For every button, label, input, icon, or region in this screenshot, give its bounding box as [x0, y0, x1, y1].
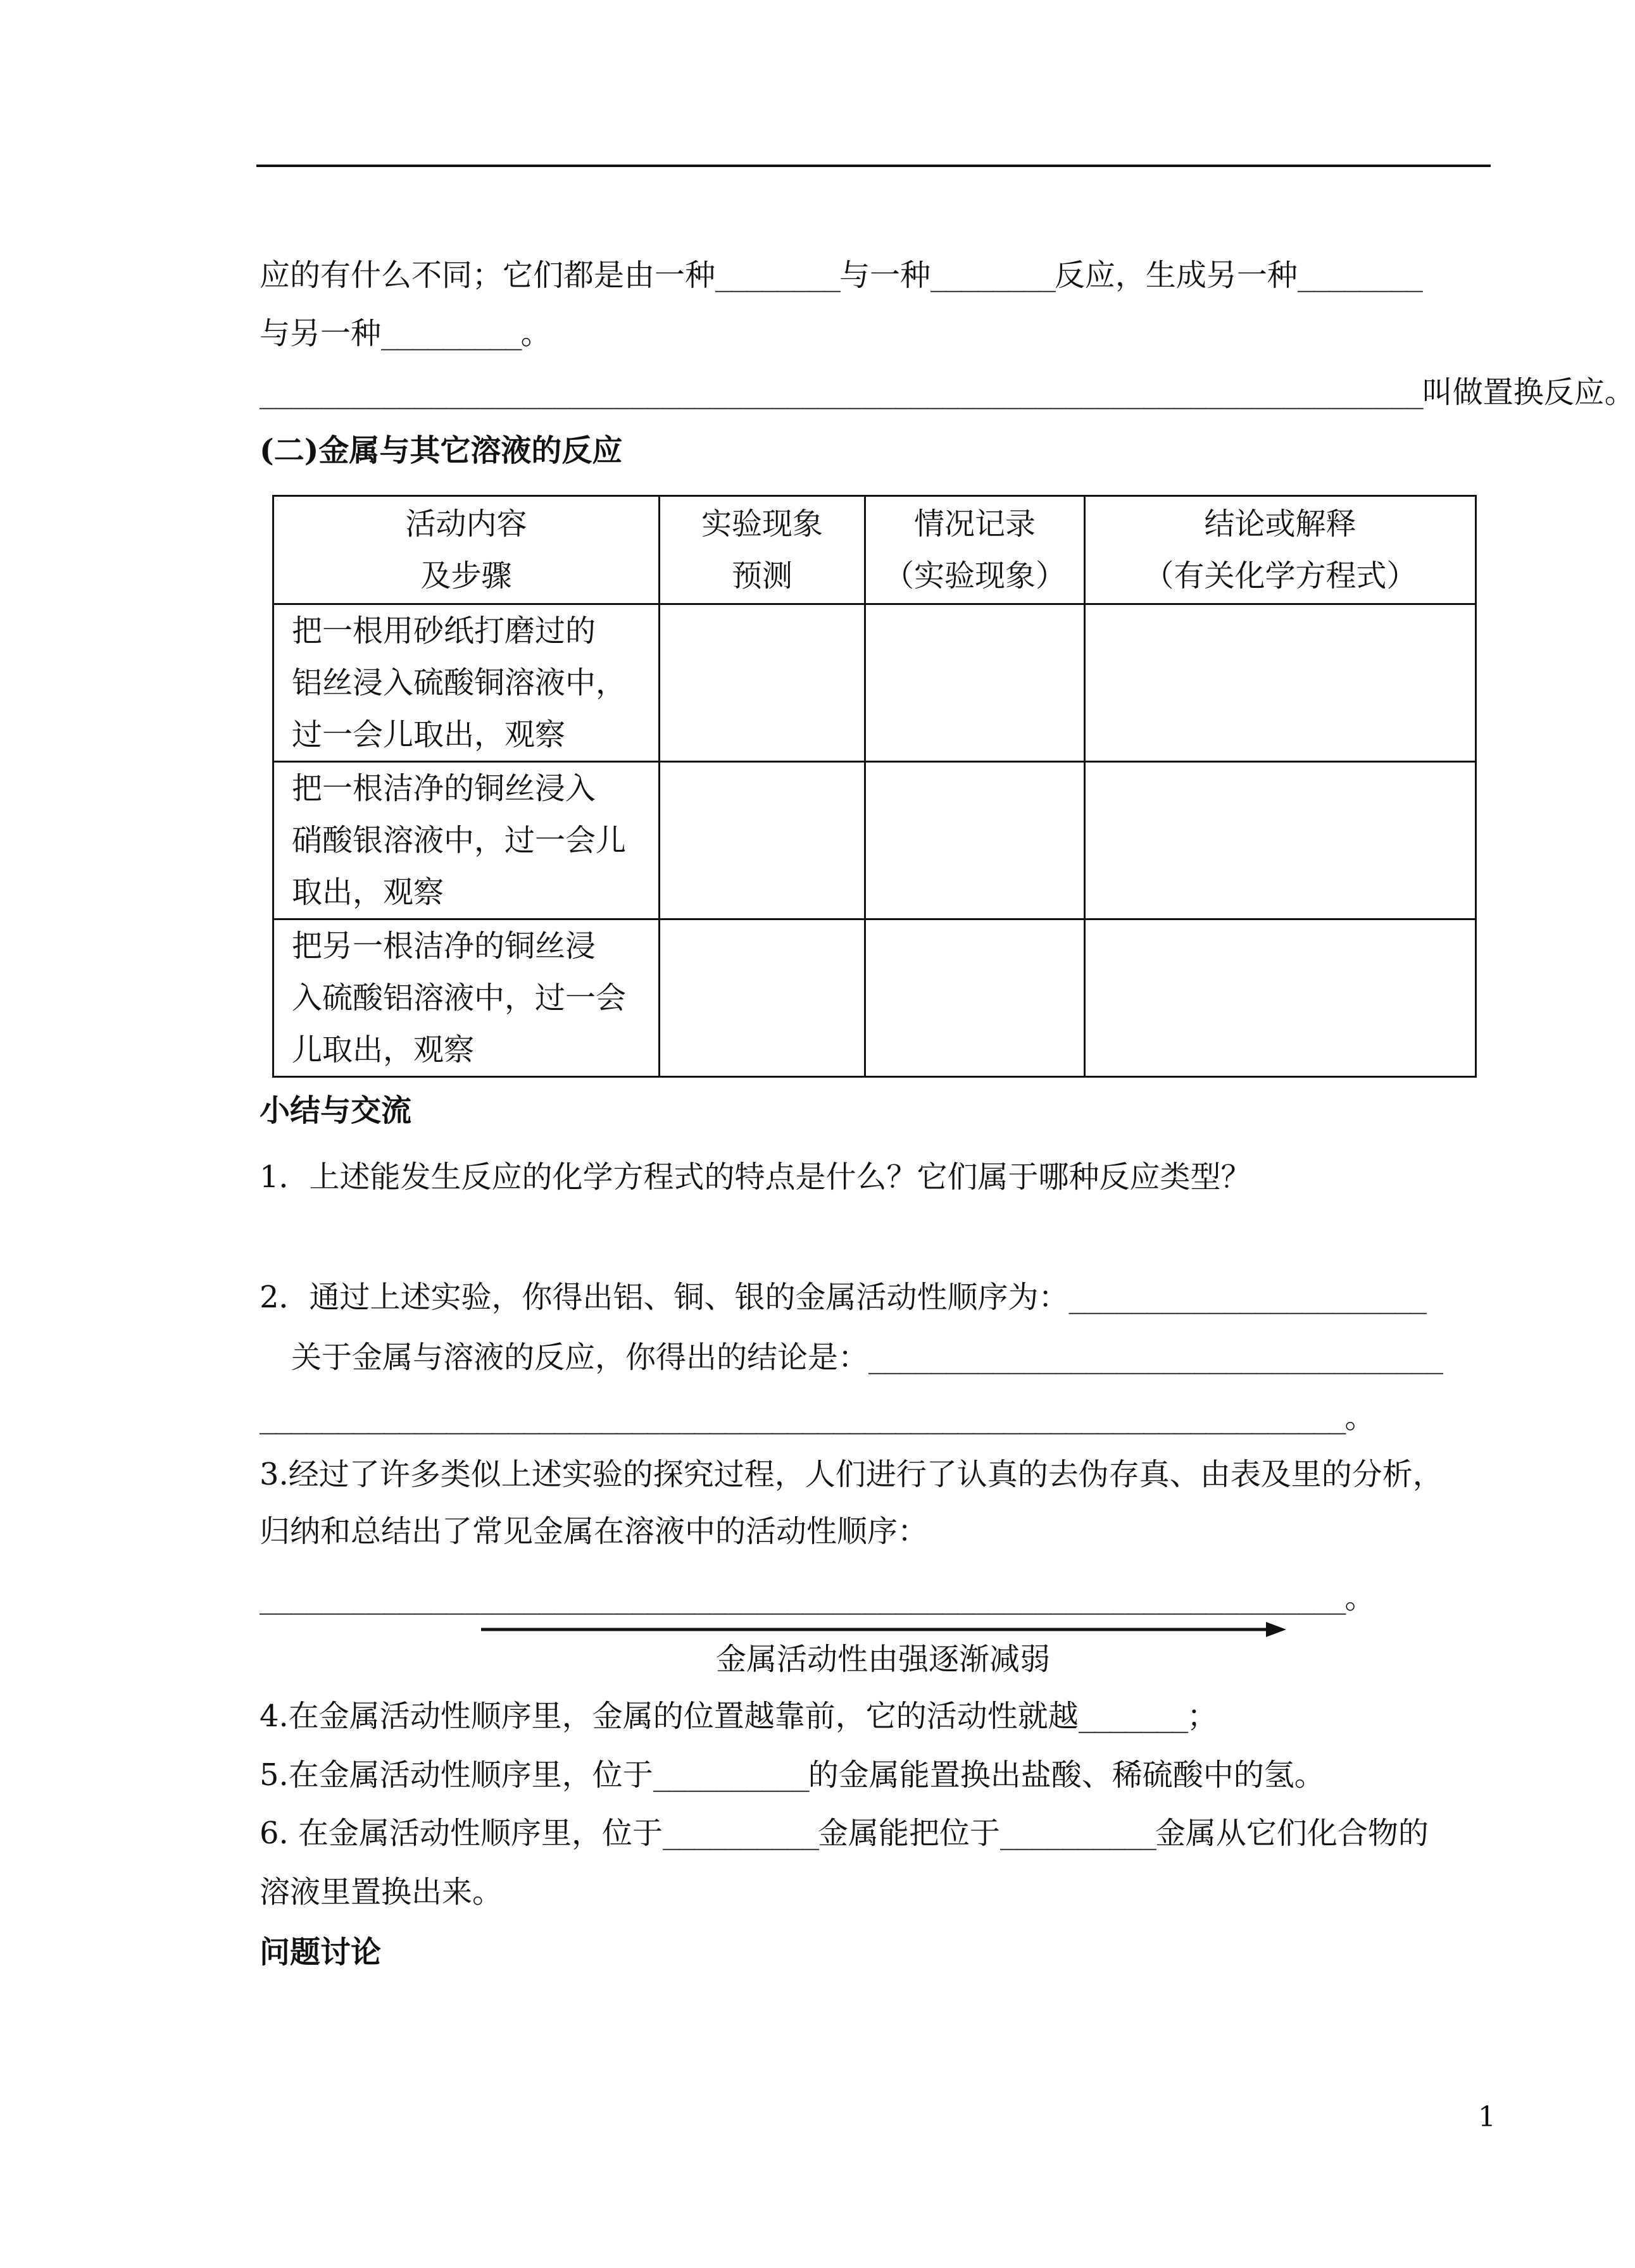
fill-blank[interactable]: _______	[1078, 1701, 1187, 1733]
step-line: 儿取出，观察	[292, 1032, 475, 1068]
fill-blank-long[interactable]: ______________________________________________________________________	[260, 1402, 1345, 1435]
intro-line-3	[260, 372, 1635, 414]
header-rule	[256, 165, 1491, 167]
question-2-line-3	[260, 1397, 1375, 1439]
question-4	[260, 1696, 1217, 1738]
question-2-line-1	[260, 1277, 1425, 1319]
fill-blank[interactable]: ________	[715, 260, 839, 292]
question-4-text: 4.在金属活动性顺序里，金属的位置越靠前，它的活动性就越	[260, 1698, 1079, 1734]
fill-blank[interactable]: _________	[381, 318, 521, 351]
fill-blank-long[interactable]: ______________________________________________________________________	[260, 1583, 1345, 1615]
question-6-text-b: 金属能把位于	[817, 1816, 1000, 1851]
header-line: （有关化学方程式）	[1143, 558, 1417, 594]
prediction-cell[interactable]	[660, 604, 865, 762]
table-header-row	[273, 496, 1476, 604]
fill-blank-long[interactable]: ___________________________________________________________________________	[260, 377, 1422, 409]
experiment-table	[272, 495, 1477, 1078]
fill-blank[interactable]: ________	[930, 260, 1055, 292]
question-6-text-c: 金属从它们化合物的	[1155, 1816, 1429, 1851]
header-line: 实验现象	[701, 506, 823, 542]
step-line: 硝酸银溶液中，过一会儿	[292, 823, 627, 858]
summary-heading: 小结与交流	[260, 1093, 412, 1128]
question-3-line-3	[260, 1578, 1375, 1619]
intro-line-1	[260, 255, 1422, 297]
step-line: 过一会儿取出，观察	[292, 717, 566, 752]
step-line: 把另一根洁净的铜丝浸	[292, 928, 596, 964]
step-cell	[273, 762, 660, 919]
header-line: 活动内容	[405, 506, 527, 542]
step-line: 把一根用砂纸打磨过的	[292, 613, 596, 649]
step-line: 入硫酸铝溶液中，过一会	[292, 980, 627, 1016]
table-row	[273, 919, 1476, 1077]
question-5-text: 5.在金属活动性顺序里，位于	[260, 1757, 653, 1793]
arrow-caption: 金属活动性由强逐渐减弱	[715, 1642, 1050, 1677]
table-header-cell	[660, 496, 865, 604]
question-3-line-2: 归纳和总结出了常见金属在溶液中的活动性顺序：	[260, 1514, 929, 1549]
header-line: 及步骤	[420, 558, 512, 594]
table-header-cell	[865, 496, 1085, 604]
fill-blank[interactable]: ________	[1297, 260, 1422, 292]
header-line: 情况记录	[913, 506, 1036, 542]
step-cell	[273, 919, 660, 1077]
table-row	[273, 604, 1476, 762]
question-2-text: 2．通过上述实验，你得出铝、铜、银的金属活动性顺序为：	[260, 1280, 1069, 1315]
conclusion-cell[interactable]	[1085, 919, 1476, 1077]
record-cell[interactable]	[865, 919, 1085, 1077]
question-3-line-1: 3.经过了许多类似上述实验的探究过程，人们进行了认真的去伪存真、由表及里的分析，	[260, 1457, 1443, 1492]
fill-blank[interactable]: _______________________	[1068, 1282, 1425, 1314]
question-2-line-2	[291, 1337, 1442, 1379]
discussion-heading: 问题讨论	[260, 1935, 382, 1970]
right-arrow-icon	[481, 1617, 1291, 1642]
record-cell[interactable]	[865, 762, 1085, 919]
intro-line-2	[260, 313, 551, 355]
header-line: 预测	[731, 558, 792, 594]
fill-blank[interactable]: __________	[999, 1818, 1155, 1850]
question-6-line-1	[260, 1813, 1429, 1855]
question-4-end: ；	[1187, 1698, 1218, 1734]
table-header-cell	[273, 496, 660, 604]
prediction-cell[interactable]	[660, 762, 865, 919]
section-heading: (二)金属与其它溶液的反应	[260, 433, 623, 468]
fill-blank[interactable]: __________	[653, 1760, 808, 1792]
intro-text-1a: 应的有什么不同；它们都是由一种	[260, 258, 716, 293]
conclusion-cell[interactable]	[1085, 762, 1476, 919]
question-6-text: 6. 在金属活动性顺序里，位于	[260, 1816, 663, 1851]
fill-blank[interactable]: _____________________________________	[868, 1342, 1443, 1374]
question-3-end: 。	[1344, 1580, 1375, 1616]
question-2-conclusion-text: 关于金属与溶液的反应，你得出的结论是：	[291, 1340, 869, 1375]
intro-text-2a: 与另一种	[260, 316, 382, 351]
fill-blank[interactable]: __________	[663, 1818, 818, 1850]
step-line: 把一根洁净的铜丝浸入	[292, 771, 596, 806]
step-line: 铝丝浸入硫酸铜溶液中，	[292, 665, 627, 701]
page-number: 1	[1478, 2101, 1496, 2133]
intro-text-3-end: 叫做置换反应。	[1422, 375, 1635, 410]
table-row	[273, 762, 1476, 919]
conclusion-cell[interactable]	[1085, 604, 1476, 762]
question-6-line-2: 溶液里置换出来。	[260, 1874, 503, 1910]
record-cell[interactable]	[865, 604, 1085, 762]
table-header-cell	[1085, 496, 1476, 604]
header-line: （实验现象）	[883, 558, 1066, 594]
header-line: 结论或解释	[1204, 506, 1356, 542]
step-line: 取出，观察	[292, 875, 444, 910]
question-5-text-b: 的金属能置换出盐酸、稀硫酸中的氢。	[808, 1757, 1325, 1793]
question-2-end: 。	[1344, 1400, 1375, 1435]
intro-text-1b: 与一种	[839, 258, 930, 293]
prediction-cell[interactable]	[660, 919, 865, 1077]
intro-text-2-end: 。	[520, 316, 551, 351]
intro-text-1c: 反应，生成另一种	[1054, 258, 1298, 293]
question-1: 1．上述能发生反应的化学方程式的特点是什么？它们属于哪种反应类型？	[260, 1159, 1251, 1195]
question-5	[260, 1755, 1325, 1797]
step-cell	[273, 604, 660, 762]
